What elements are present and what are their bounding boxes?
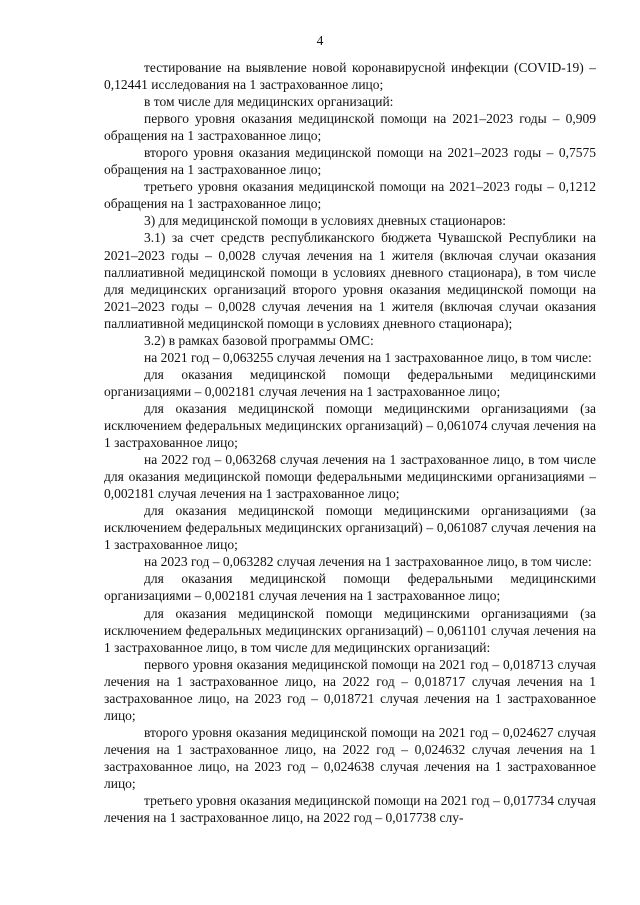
paragraph: третьего уровня оказания медицинской помощи на 2021–2023 годы – 0,1212 обращения на 1 застрахованное лицо; [104, 179, 596, 212]
paragraph: второго уровня оказания медицинской помощи на 2021 год – 0,024627 случая лечения на 1 застрахованное лицо, на 2022 год – 0,024632 случая лечения на 1 застрахованное лицо, на 2023 год – 0,024638 случая лечения на 1 застрахованное лицо; [104, 724, 596, 791]
paragraph: для оказания медицинской помощи медицинскими организациями (за исключением федеральных медицинских организаций) – 0,061074 случая лечения на 1 застрахованное лицо; [104, 400, 596, 451]
paragraph: на 2021 год – 0,063255 случая лечения на 1 застрахованное лицо, в том числе: [144, 349, 592, 365]
document-body [104, 59, 596, 826]
paragraph: 3) для медицинской помощи в условиях дневных стационаров: [144, 213, 507, 229]
page-number: 4 [316, 33, 324, 48]
paragraph: 3.2) в рамках базовой программы ОМС: [144, 332, 374, 348]
paragraph: второго уровня оказания медицинской помощи на 2021–2023 годы – 0,7575 обращения на 1 застрахованное лицо; [104, 145, 596, 178]
paragraph: для оказания медицинской помощи медицинскими организациями (за исключением федеральных медицинских организаций) – 0,061087 случая лечения на 1 застрахованное лицо; [104, 503, 596, 553]
paragraph: первого уровня оказания медицинской помощи на 2021 год – 0,018713 случая лечения на 1 застрахованное лицо, на 2022 год – 0,018717 случая лечения на 1 застрахованное лицо, на 2023 год – 0,018721 случая лечения на 1 застрахованное лицо; [104, 656, 596, 723]
paragraph: третьего уровня оказания медицинской помощи на 2021 год – 0,017734 случая лечения на 1 застрахованное лицо, на 2022 год – 0,017738 слу- [104, 793, 596, 826]
paragraph: в том числе для медицинских организаций: [144, 94, 394, 110]
paragraph: для оказания медицинской помощи федеральными медицинскими организациями – 0,002181 случая лечения на 1 застрахованное лицо; [104, 571, 596, 604]
paragraph: на 2022 год – 0,063268 случая лечения на 1 застрахованное лицо, в том числе для оказания медицинской помощи федеральными медицинскими организациями – 0,002181 случая лечения на 1 застрахованное лицо; [104, 452, 596, 502]
paragraph: на 2023 год – 0,063282 случая лечения на 1 застрахованное лицо, в том числе: [144, 554, 592, 570]
paragraph: 3.1) за счет средств республиканского бюджета Чувашской Республики на 2021–2023 годы – 0,0028 случая лечения на 1 жителя (включая случаи оказания паллиативной медицинской помощи в условиях дневного стационара), в том числе для медицинских организаций второго уровня оказания медицинской помощи на 2021–2023 годы – 0,0028 случая лечения на 1 жителя (включая случаи оказания паллиативной медицинской помощи в условиях дневного стационара); [104, 230, 596, 331]
paragraph: тестирование на выявление новой коронавирусной инфекции (COVID-19) – 0,12441 исследования на 1 застрахованное лицо; [104, 60, 596, 93]
paragraph: для оказания медицинской помощи федеральными медицинскими организациями – 0,002181 случая лечения на 1 застрахованное лицо; [104, 366, 596, 399]
paragraph: для оказания медицинской помощи медицинскими организациями (за исключением федеральных медицинских организаций) – 0,061101 случая лечения на 1 застрахованное лицо, в том числе для медицинских организаций: [104, 605, 596, 655]
paragraph: первого уровня оказания медицинской помощи на 2021–2023 годы – 0,909 обращения на 1 застрахованное лицо; [104, 111, 596, 144]
